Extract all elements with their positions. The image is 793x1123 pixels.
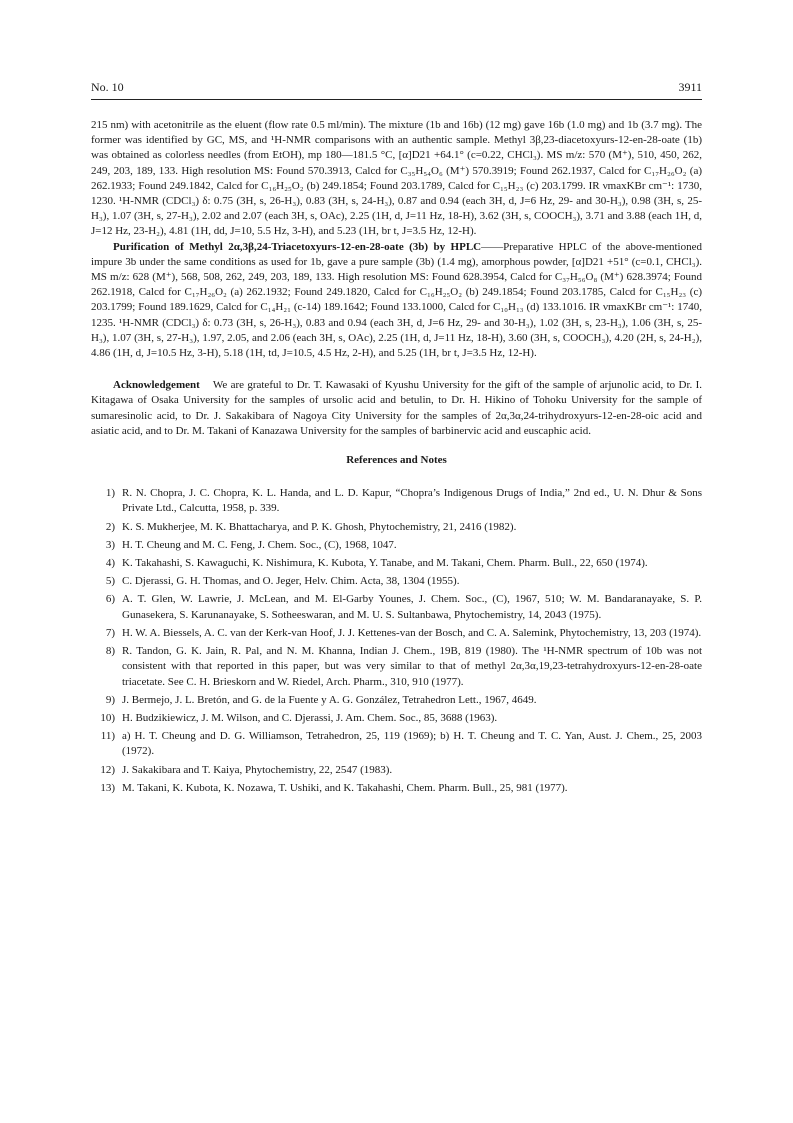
reference-item	[91, 556, 702, 571]
reference-text: K. Takahashi, S. Kawaguchi, K. Nishimura, K. Kubota, Y. Tanabe, and M. Takani, Chem. Pharm. Bull., 22, 650 (1974).	[122, 557, 648, 570]
reference-text: K. S. Mukherjee, M. K. Bhattacharya, and P. K. Ghosh, Phytochemistry, 21, 2416 (1982).	[122, 520, 517, 533]
reference-text: C. Djerassi, G. H. Thomas, and O. Jeger, Helv. Chim. Acta, 38, 1304 (1955).	[122, 575, 460, 588]
page-number: 3911	[678, 80, 702, 94]
reference-item	[91, 574, 702, 589]
reference-text: R. Tandon, G. K. Jain, R. Pal, and N. M. Khanna, Indian J. Chem., 19B, 819 (1980). The ¹H-NMR spectrum of 10b was not consistent with that reported in this paper, but was very similar to that of methyl 2α,3α,19,23-tetrahydroxyurs-12-en-28-oate triacetate. See C. H. Brieskorn and W. Riedel, Arch. Pharm., 310, 910 (1977).	[122, 645, 702, 688]
reference-number: 1)	[105, 487, 115, 500]
acknowledgement-text: We are grateful to Dr. T. Kawasaki of Kyushu University for the gift of the sample of arjunolic acid, to Dr. I. Kitagawa of Osaka University for the samples of ursolic acid and betulin, to Dr. H. Hikino of Tohoku University for the sample of sumaresinolic acid, to Dr. J. Sakakibara of Nagoya City University for the samples of 2α,3α,24-trihydroxyurs-12-en-28-oic acid and asiatic acid, and to Dr. M. Takani of Kanazawa University for the samples of barbinervic acid and euscaphic acid.	[91, 379, 702, 437]
reference-item	[91, 520, 702, 535]
acknowledgement-paragraph	[91, 378, 702, 439]
reference-number: 9)	[105, 693, 115, 706]
reference-text: J. Bermejo, J. L. Bretón, and G. de la Fuente y A. G. González, Tetrahedron Lett., 1967, 4649.	[122, 693, 537, 706]
experimental-paragraph-2	[91, 240, 702, 362]
reference-number: 3)	[105, 538, 115, 551]
section-text-3b: ——Preparative HPLC of the above-mentioned impure 3b under the same conditions as used for 1b, gave a pure sample (3b) (1.4 mg), amorphous powder, [α]D21 +51° (c=0.1, CHCl₃). MS m/z: 628 (M⁺), 568, 508, 262, 249, 203, 189, 133. High resolution MS: Found 628.3954, Calcd for C₃₇H₅₆O₈ (M⁺) 628.3974; Found 262.1918, Calcd for C₁₇H₂₆O₂ (a) 262.1932; Found 249.1820, Calcd for C₁₆H₂₅O₂ (b) 249.1854; Found 203.1785, Calcd for C₁₅H₂₃ (c) 203.1799; Found 189.1629, Calcd for C₁₄H₂₁ (c-14) 189.1642; Found 133.1000, Calcd for C₁₀H₁₃ (d) 133.1016. IR νmaxKBr cm⁻¹: 1740, 1235. ¹H-NMR (CDCl₃) δ: 0.73 (3H, s, 26-H₃), 0.83 and 0.94 (each 3H, d, J=6 Hz, 29- and 30-H₃), 1.02 (3H, s, 23-H₃), 1.06 (3H, s, 25-H₃), 1.07 (3H, s, 27-H₃), 1.97, 2.05, and 2.06 (each 3H, s, OAc), 2.25 (1H, d, J=11 Hz, 18-H), 3.60 (3H, s, COOCH₃), 4.20 (2H, s, 24-H₂), 4.86 (1H, d, J=10.5 Hz, 3-H), 5.18 (1H, td, J=10.5, 4.5 Hz, 2-H), and 5.25 (1H, br t, J=3.5 Hz, 12-H).	[91, 240, 702, 360]
running-header	[91, 80, 702, 96]
reference-item	[91, 781, 702, 796]
reference-text: A. T. Glen, W. Lawrie, J. McLean, and M. El-Garby Younes, J. Chem. Soc., (C), 1967, 510; W. M. Bandaranayake, S. P. Gunasekera, S. Karunanayake, S. Sotheeswaran, and M. U. S. Sultanbawa, Phytochemistry, 14, 2043 (1975).	[122, 593, 702, 621]
acknowledgement-title: Acknowledgement	[113, 379, 200, 392]
reference-item	[91, 693, 702, 708]
reference-number: 7)	[105, 626, 115, 639]
journal-issue-number: No. 10	[91, 80, 124, 94]
reference-number: 12)	[100, 763, 115, 776]
reference-number: 13)	[100, 781, 115, 794]
reference-number: 11)	[100, 730, 115, 743]
reference-item	[91, 729, 702, 759]
reference-text: a) H. T. Cheung and D. G. Williamson, Tetrahedron, 25, 119 (1969); b) H. T. Cheung and T. C. Yan, Aust. J. Chem., 25, 2003 (1972).	[122, 730, 702, 758]
header-rule	[91, 99, 702, 100]
reference-number: 10)	[100, 711, 115, 724]
reference-text: H. W. A. Biessels, A. C. van der Kerk-van Hoof, J. J. Kettenes-van der Bosch, and C. A. Salemink, Phytochemistry, 13, 203 (1974).	[122, 626, 702, 639]
experimental-paragraph-1: 215 nm) with acetonitrile as the eluent (flow rate 0.5 ml/min). The mixture (1b and 16b) (12 mg) gave 16b (1.0 mg) and 1b (3.7 mg). The former was identified by GC, MS, and ¹H-NMR comparisons with an authentic sample. Methyl 3β,23-diacetoxyurs-12-en-28-oate (1b) was obtained as colorless needles (from EtOH), mp 180—181.5 °C, [α]D21 +64.1° (c=0.22, CHCl₃). MS m/z: 570 (M⁺), 510, 450, 262, 249, 203, 189, 133. High resolution MS: Found 570.3913, Calcd for C₃₅H₅₄O₆ (M⁺) 570.3919; Found 262.1937, Calcd for C₁₇H₂₆O₂ (a) 262.1933; Found 249.1842, Calcd for C₁₆H₂₅O₂ (b) 249.1854; Found 203.1789, Calcd for C₁₅H₂₃ (c) 203.1799. IR νmaxKBr cm⁻¹: 1730, 1230. ¹H-NMR (CDCl₃) δ: 0.75 (3H, s, 26-H₃), 0.83 (3H, s, 24-H₃), 0.87 and 0.94 (each 3H, d, J=6 Hz, 29- and 30-H₃), 0.98 (3H, s, 25-H₃), 1.07 (3H, s, 27-H₃), 2.02 and 2.07 (each 3H, s, OAc), 2.25 (1H, d, J=11 Hz, 18-H), 3.62 (3H, s, COOCH₃), 3.71 and 3.88 (each 1H, d, J=12 Hz, 23-H₂), 4.81 (1H, dd, J=10, 5.5 Hz, 3-H), and 5.23 (1H, br t, J=3.5 Hz, 12-H).	[91, 119, 702, 238]
page-body	[91, 118, 702, 799]
reference-text: H. Budzikiewicz, J. M. Wilson, and C. Djerassi, J. Am. Chem. Soc., 85, 3688 (1963).	[122, 711, 498, 724]
reference-item	[91, 486, 702, 516]
reference-number: 2)	[105, 520, 115, 533]
reference-text: R. N. Chopra, J. C. Chopra, K. L. Handa, and L. D. Kapur, “Chopra’s Indigenous Drugs of India,” 2nd ed., U. N. Dhur & Sons Private Ltd., Calcutta, 1958, p. 339.	[122, 487, 702, 515]
reference-item	[91, 763, 702, 778]
reference-number: 8)	[105, 645, 115, 658]
references-heading: References and Notes	[346, 454, 447, 467]
reference-item	[91, 711, 702, 726]
reference-text: H. T. Cheung and M. C. Feng, J. Chem. Soc., (C), 1968, 1047.	[122, 538, 397, 551]
reference-item	[91, 592, 702, 622]
reference-item	[91, 644, 702, 690]
reference-number: 4)	[105, 557, 115, 570]
reference-number: 6)	[105, 593, 115, 606]
reference-text: J. Sakakibara and T. Kaiya, Phytochemistry, 22, 2547 (1983).	[122, 763, 393, 776]
section-title-3b: Purification of Methyl 2α,3β,24-Triacetoxyurs-12-en-28-oate (3b) by HPLC	[113, 240, 482, 253]
reference-item	[91, 626, 702, 641]
references-list	[91, 486, 702, 796]
reference-text: M. Takani, K. Kubota, K. Nozawa, T. Ushiki, and K. Takahashi, Chem. Pharm. Bull., 25, 981 (1977).	[122, 781, 568, 794]
reference-number: 5)	[105, 575, 115, 588]
reference-item	[91, 538, 702, 553]
